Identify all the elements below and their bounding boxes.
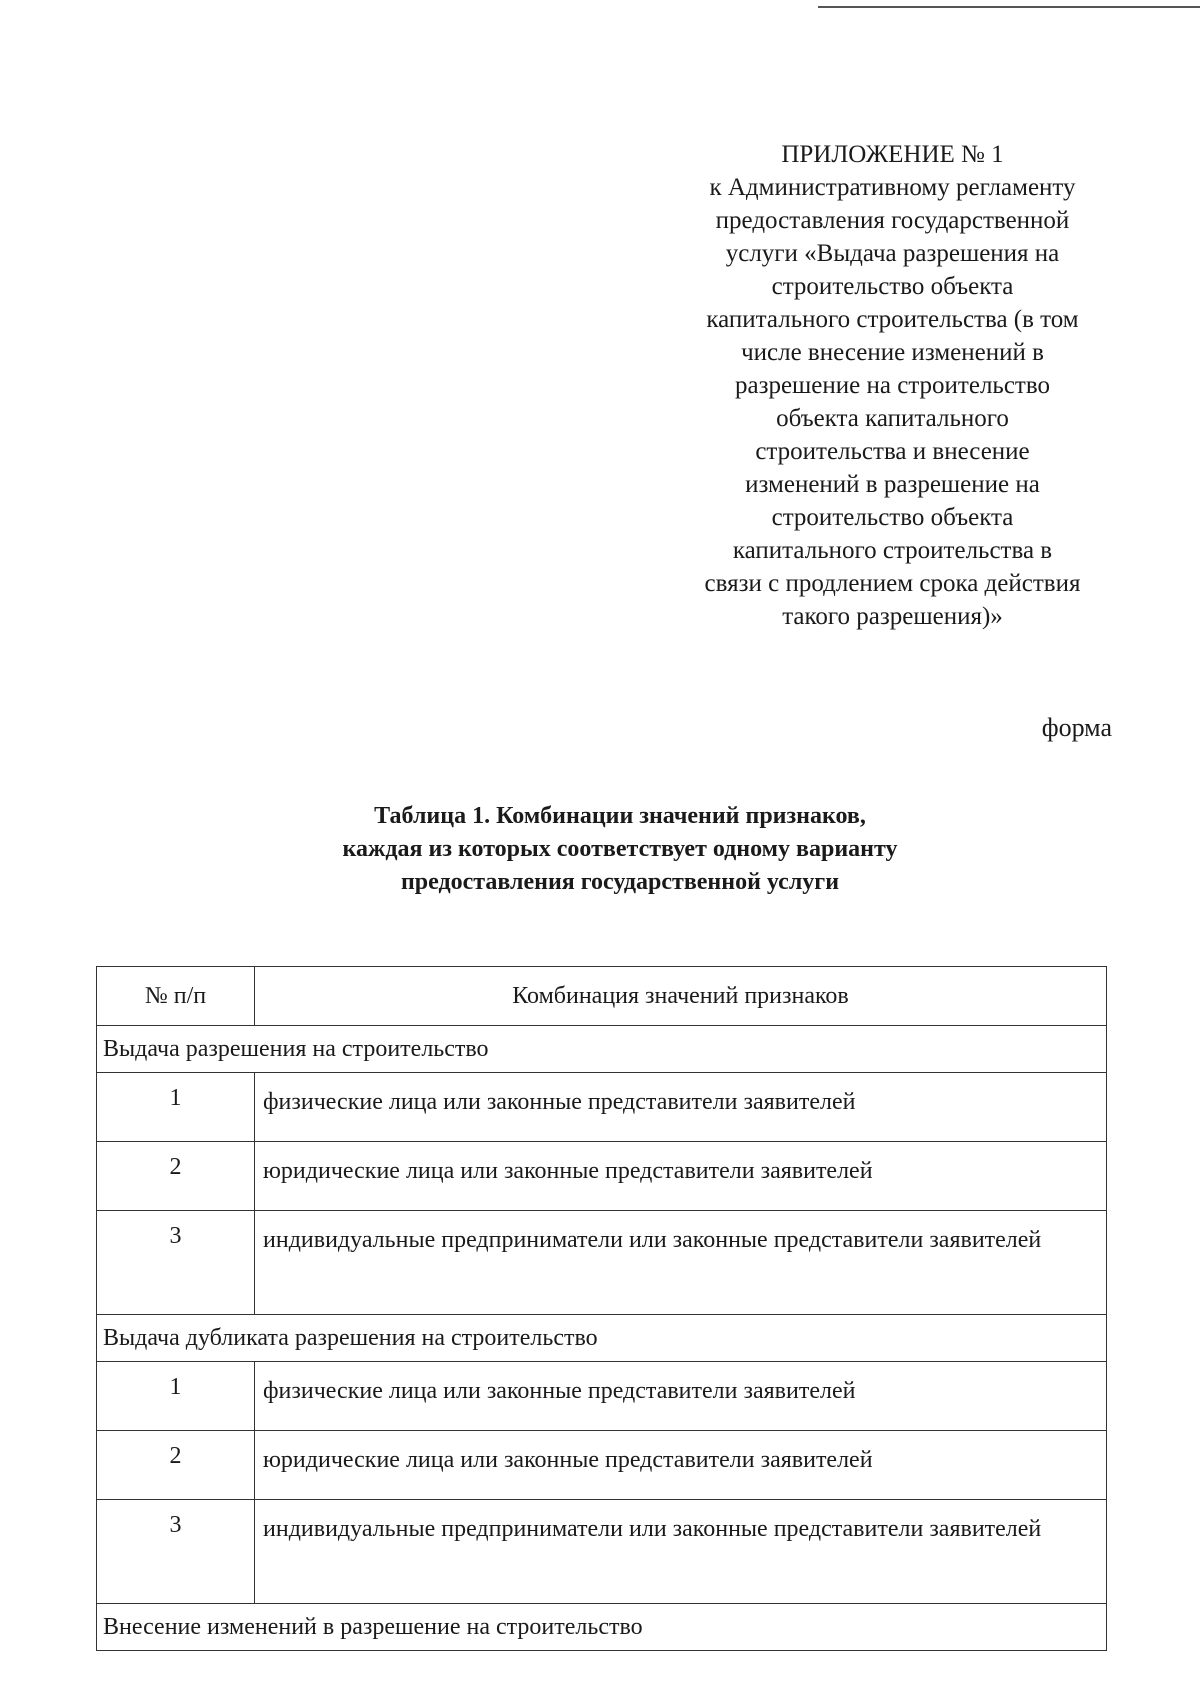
table-row (97, 1073, 1107, 1142)
top-rule (818, 6, 1200, 8)
row-text: индивидуальные предприниматели или законные представители заявителей (255, 1500, 1107, 1604)
table-title (210, 800, 1030, 899)
table-title-line: Таблица 1. Комбинации значений признаков, (374, 803, 866, 829)
row-text: физические лица или законные представители заявителей (255, 1362, 1107, 1431)
table-row (97, 1142, 1107, 1211)
section-row (97, 1604, 1107, 1651)
table-row (97, 1211, 1107, 1315)
appendix-line: связи с продлением срока действия (704, 570, 1081, 597)
appendix-line: объекта капитального (776, 405, 1009, 432)
appendix-line: услуги «Выдача разрешения на (725, 240, 1060, 267)
table-row (97, 1362, 1107, 1431)
appendix-line: ПРИЛОЖЕНИЕ № 1 (781, 141, 1004, 168)
section-title: Выдача дубликата разрешения на строительство (97, 1315, 1107, 1362)
appendix-line: строительство объекта (771, 273, 1014, 300)
row-num: 1 (97, 1073, 255, 1142)
row-text: юридические лица или законные представители заявителей (255, 1431, 1107, 1500)
section-title: Выдача разрешения на строительство (97, 1026, 1107, 1073)
table-row (97, 1431, 1107, 1500)
appendix-line: к Административному регламенту (709, 174, 1076, 201)
header-num: № п/п (97, 967, 255, 1026)
form-label: форма (1041, 713, 1112, 742)
header-combination: Комбинация значений признаков (255, 967, 1107, 1026)
table-title-line: предоставления государственной услуги (400, 869, 840, 895)
row-num: 3 (97, 1211, 255, 1315)
appendix-line: такого разрешения)» (782, 603, 1003, 630)
row-num: 2 (97, 1431, 255, 1500)
row-text: индивидуальные предприниматели или законные представители заявителей (255, 1211, 1107, 1315)
row-num: 1 (97, 1362, 255, 1431)
appendix-line: капитального строительства в (732, 537, 1053, 564)
section-title: Внесение изменений в разрешение на строительство (97, 1604, 1107, 1651)
row-text: юридические лица или законные представители заявителей (255, 1142, 1107, 1211)
appendix-line: разрешение на строительство (734, 372, 1050, 399)
appendix-line: предоставления государственной (715, 207, 1070, 234)
appendix-line: строительство объекта (771, 504, 1014, 531)
section-row (97, 1026, 1107, 1073)
combinations-table (96, 966, 1107, 1651)
table-header-row (97, 967, 1107, 1026)
table-title-line: каждая из которых соответствует одному варианту (342, 836, 898, 862)
table-row (97, 1500, 1107, 1604)
appendix-line: числе внесение изменений в (741, 339, 1044, 366)
row-num: 3 (97, 1500, 255, 1604)
row-text: физические лица или законные представители заявителей (255, 1073, 1107, 1142)
appendix-line: строительства и внесение (755, 438, 1030, 465)
appendix-header (660, 138, 1125, 633)
section-row (97, 1315, 1107, 1362)
appendix-line: капитального строительства (в том (706, 306, 1079, 333)
appendix-line: изменений в разрешение на (745, 471, 1040, 498)
row-num: 2 (97, 1142, 255, 1211)
